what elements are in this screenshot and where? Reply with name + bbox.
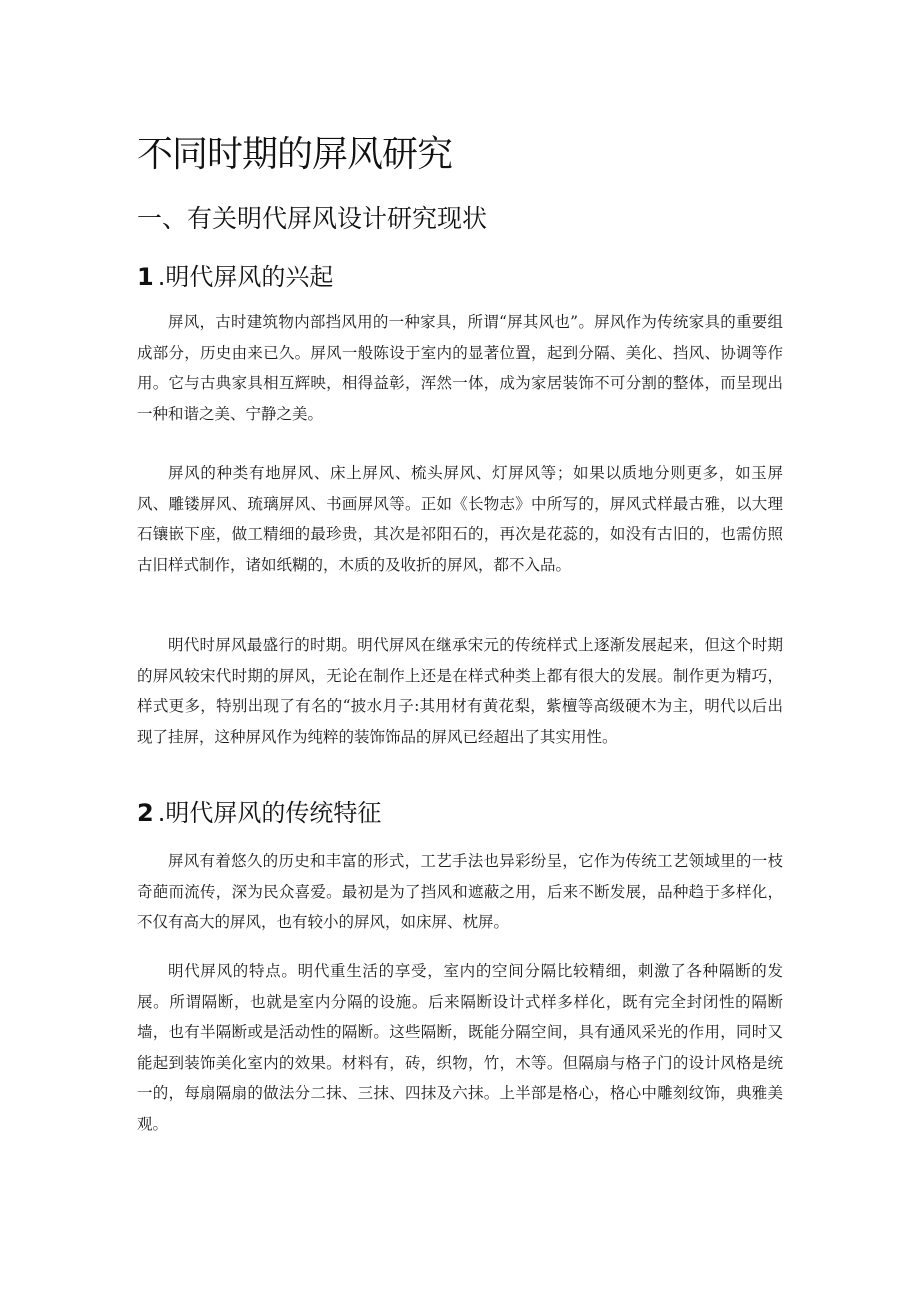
paragraph: 屏风，古时建筑物内部挡风用的一种家具，所谓“屏其风也”。屏风作为传统家具的重要组成部分，历史由来已久。屏风一般陈设于室内的显著位置，起到分隔、美化、挡风、协调等作用。它与古典家具相互辉映，相得益彰，浑然一体，成为家居装饰不可分割的整体，而呈现出一种和谐之美、宁静之美。 (137, 313, 783, 423)
paragraph: 明代屏风的特点。明代重生活的享受，室内的空间分隔比较精细，刺激了各种隔断的发展。所谓隔断，也就是室内分隔的设施。后来隔断设计式样多样化，既有完全封闭性的隔断墙，也有半隔断或是活动性的隔断。这些隔断，既能分隔空间，具有通风采光的作用，同时又能起到装饰美化室内的效果。材料有，砖，织物，竹，木等。但隔扇与格子门的设计风格是统一的，每扇隔扇的做法分二抹、三抹、四抹及六抹。上半部是格心，格心中雕刻纹饰，典雅美观。 (137, 962, 783, 1133)
paragraph: 明代时屏风最盛行的时期。明代屏风在继承宋元的传统样式上逐渐发展起来，但这个时期的屏风较宋代时期的屏风，无论在制作上还是在样式种类上都有很大的发展。制作更为精巧，样式更多，特别出现了有名的“披水月子:其用材有黄花梨，紫檀等高级硬木为主，明代以后出现了挂屏，这种屏风作为纯粹的装饰饰品的屏风已经超出了其实用性。 (137, 636, 783, 746)
subsection-number: 2 (137, 799, 154, 827)
paragraph: 屏风有着悠久的历史和丰富的形式，工艺手法也异彩纷呈，它作为传统工艺领域里的一枝奇葩而流传，深为民众喜爱。最初是为了挡风和遮蔽之用，后来不断发展，品种趋于多样化，不仅有高大的屏风，也有较小的屏风，如床屏、枕屏。 (137, 852, 783, 931)
section-heading: 一、有关明代屏风设计研究现状 (137, 204, 488, 233)
subsection-heading-2 (137, 798, 381, 828)
subsection-heading-1 (137, 262, 333, 292)
document-title: 不同时期的屏风研究 (137, 134, 453, 175)
paragraph: 屏风的种类有地屏风、床上屏风、梳头屏风、灯屏风等；如果以质地分则更多，如玉屏风、雕镂屏风、琉璃屏风、书画屏风等。正如《长物志》中所写的，屏风式样最古雅，以大理石镶嵌下座，做工精细的最珍贵，其次是祁阳石的，再次是花蕊的，如没有古旧的，也需仿照古旧样式制作，诸如纸糊的，木质的及收折的屏风，都不入品。 (137, 464, 783, 574)
subsection-title: .明代屏风的传统特征 (157, 799, 382, 827)
subsection-title: .明代屏风的兴起 (157, 263, 334, 291)
subsection-number: 1 (137, 263, 154, 291)
